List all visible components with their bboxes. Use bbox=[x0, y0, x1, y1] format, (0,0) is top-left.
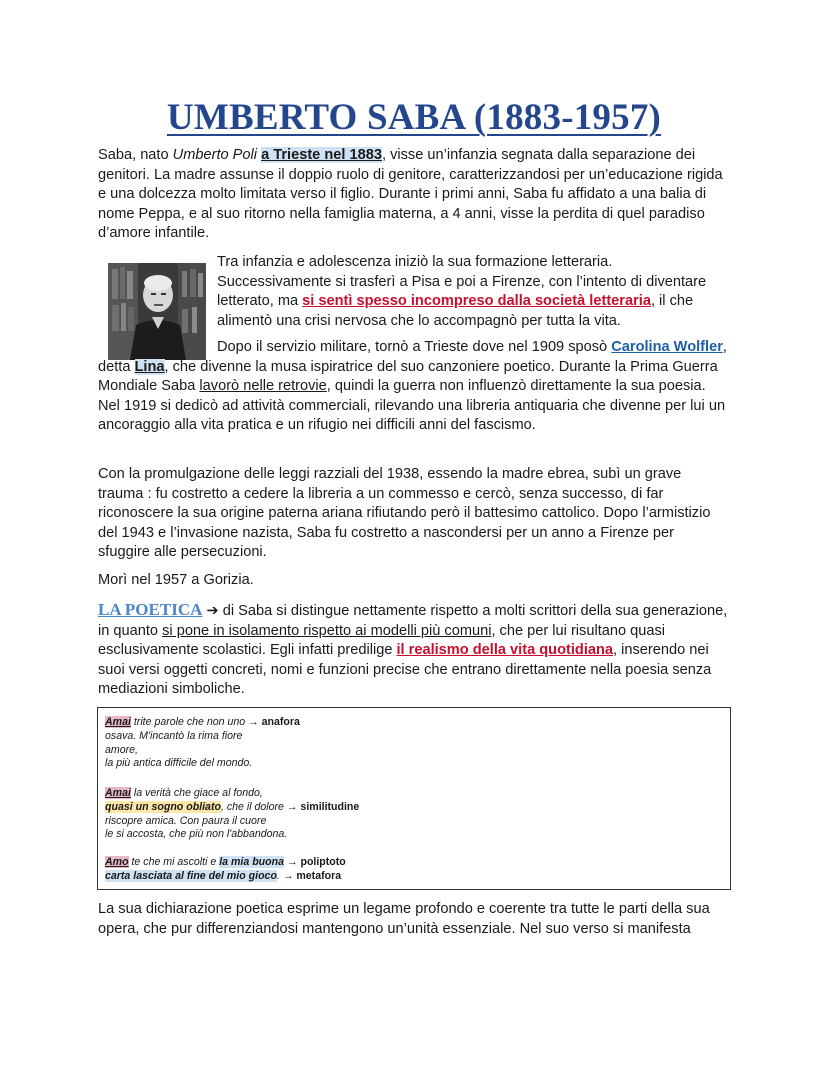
highlight-lina: Lina bbox=[134, 358, 165, 375]
emphasis-red: si sentì spesso incompreso dalla società letteraria bbox=[302, 293, 651, 310]
poem-line: le si accosta, che più non l'abbandona. bbox=[105, 828, 288, 841]
metaphor-highlight: carta lasciata al fine del mio gioco bbox=[105, 869, 277, 882]
link-carolina-wolfler[interactable]: Carolina Wolfler bbox=[611, 339, 723, 355]
polyptoton-word: Amo bbox=[105, 856, 129, 868]
text-span: , inserendo nei suoi versi oggetti concreti, nomi e funzioni precise che entrano direttamente nella poesia senza mediazioni simboliche. bbox=[98, 642, 712, 698]
metaphor-highlight: la mia buona bbox=[219, 856, 284, 868]
poem-line: , che il dolore bbox=[220, 800, 284, 813]
highlight-birth: a Trieste nel 1883 bbox=[261, 147, 382, 163]
poem-line: la verità che giace al fondo, bbox=[130, 787, 263, 799]
figure-note: → metafora bbox=[279, 869, 342, 882]
emphasis-red: il realismo della vita quotidiana bbox=[396, 642, 614, 659]
figure-note: → anafora bbox=[245, 716, 300, 728]
poem-stanza-1 bbox=[105, 716, 300, 771]
text-span: Dopo il servizio militare, tornò a Trieste dove nel 1909 sposò bbox=[217, 339, 612, 355]
arrow-icon: ➔ bbox=[206, 603, 219, 619]
birth-name: Umberto Poli bbox=[172, 147, 258, 163]
underlined-retrovie: lavorò nelle retrovie bbox=[199, 378, 327, 395]
poem-line: . bbox=[276, 869, 280, 882]
poem-stanza-2 bbox=[105, 787, 359, 842]
poetica-paragraph bbox=[98, 600, 728, 700]
page-title: UMBERTO SABA (1883-1957) bbox=[166, 97, 662, 138]
figure-note: → similitudine bbox=[283, 800, 360, 813]
figure-note: → poliptoto bbox=[284, 856, 346, 868]
text-span: , quindi la guerra non influenzò direttamente la sua poesia. Nel 1919 si dedicò ad attività commerciali, rilevando una libreria antiquaria che divenne per lui un ancoraggio alla vita pratica e un rifugio nei difficili anni del fascismo. bbox=[98, 378, 726, 434]
poem-line: trite parole che non uno bbox=[130, 716, 246, 728]
poem-stanza-3 bbox=[105, 856, 346, 884]
marriage-paragraph bbox=[98, 338, 728, 436]
text-span: , detta bbox=[98, 339, 727, 375]
text-span: Tra infanzia e adolescenza iniziò la sua formazione letteraria. Successivamente si trasferì a Pisa e poi a Firenze, con l’intento di diventare letterato, ma bbox=[217, 254, 707, 310]
formation-paragraph bbox=[217, 253, 729, 331]
text-span: , che per lui risultano quasi esclusivamente scolastici. Egli infatti predilige bbox=[98, 622, 666, 659]
anaphora-word: Amai bbox=[105, 716, 131, 728]
poem-line: la più antica difficile del mondo. bbox=[105, 757, 253, 770]
racial-laws-paragraph: Con la promulgazione delle leggi razziali del 1938, essendo la madre ebrea, subì un grave trauma : fu costretto a cedere la libreria a un commesso e cercò, senza successo, di far riconoscere la sua origine paterna ariana rifiutando però il battesimo cattolico. Dopo l’armistizio del 1943 e l’invasione nazista, Saba fu costretto a nascondersi per un anno a Firenze per sfuggire alle persecuzioni. bbox=[98, 466, 711, 561]
closing-paragraph: La sua dichiarazione poetica esprime un legame profondo e coerente tra tutte le parti della sua opera, che pur differenziandosi mantengono un’unità essenziale. Nel suo verso si manifesta bbox=[98, 901, 710, 937]
anaphora-word: Amai bbox=[105, 787, 131, 799]
poem-line: te che mi ascolti e bbox=[128, 856, 220, 868]
intro-paragraph bbox=[98, 146, 728, 244]
death-paragraph: Morì nel 1957 a Gorizia. bbox=[98, 572, 254, 588]
section-heading-poetica: LA POETICA bbox=[98, 600, 203, 619]
text-span: , visse un’infanzia segnata dalla separazione dei genitori. La madre assunse il doppio ruolo di genitore, caratterizzandosi per un’educazione rigida e una dolcezza molto limitata verso il figlio. Durante i primi anni, Saba fu affidato a una balia di nome Peppa, e al suo ritorno nella famiglia materna, a 4 anni, visse la perdita di quel paradiso d’amore infantile. bbox=[98, 147, 723, 242]
poem-line: riscopre amica. Con paura il cuore bbox=[105, 814, 267, 827]
simile-highlight: quasi un sogno obliato bbox=[105, 800, 221, 813]
poem-line: amore, bbox=[105, 743, 138, 756]
text-span: , il che alimentò una crisi nervosa che lo accompagnò per tutta la vita. bbox=[217, 293, 694, 329]
text-span: Saba, nato bbox=[98, 147, 173, 163]
text-span: di Saba si distingue nettamente rispetto a molti scrittori della sua generazione, in quanto bbox=[98, 603, 728, 639]
poem-box bbox=[97, 707, 731, 890]
text-span: , che divenne la musa ispiratrice del suo canzoniere poetico. Durante la Prima Guerra Mondiale Saba bbox=[98, 358, 718, 395]
poem-line: osava. M'incantò la rima fiore bbox=[105, 729, 243, 742]
underlined-isolamento: si pone in isolamento rispetto ai modelli più comuni bbox=[162, 622, 492, 639]
